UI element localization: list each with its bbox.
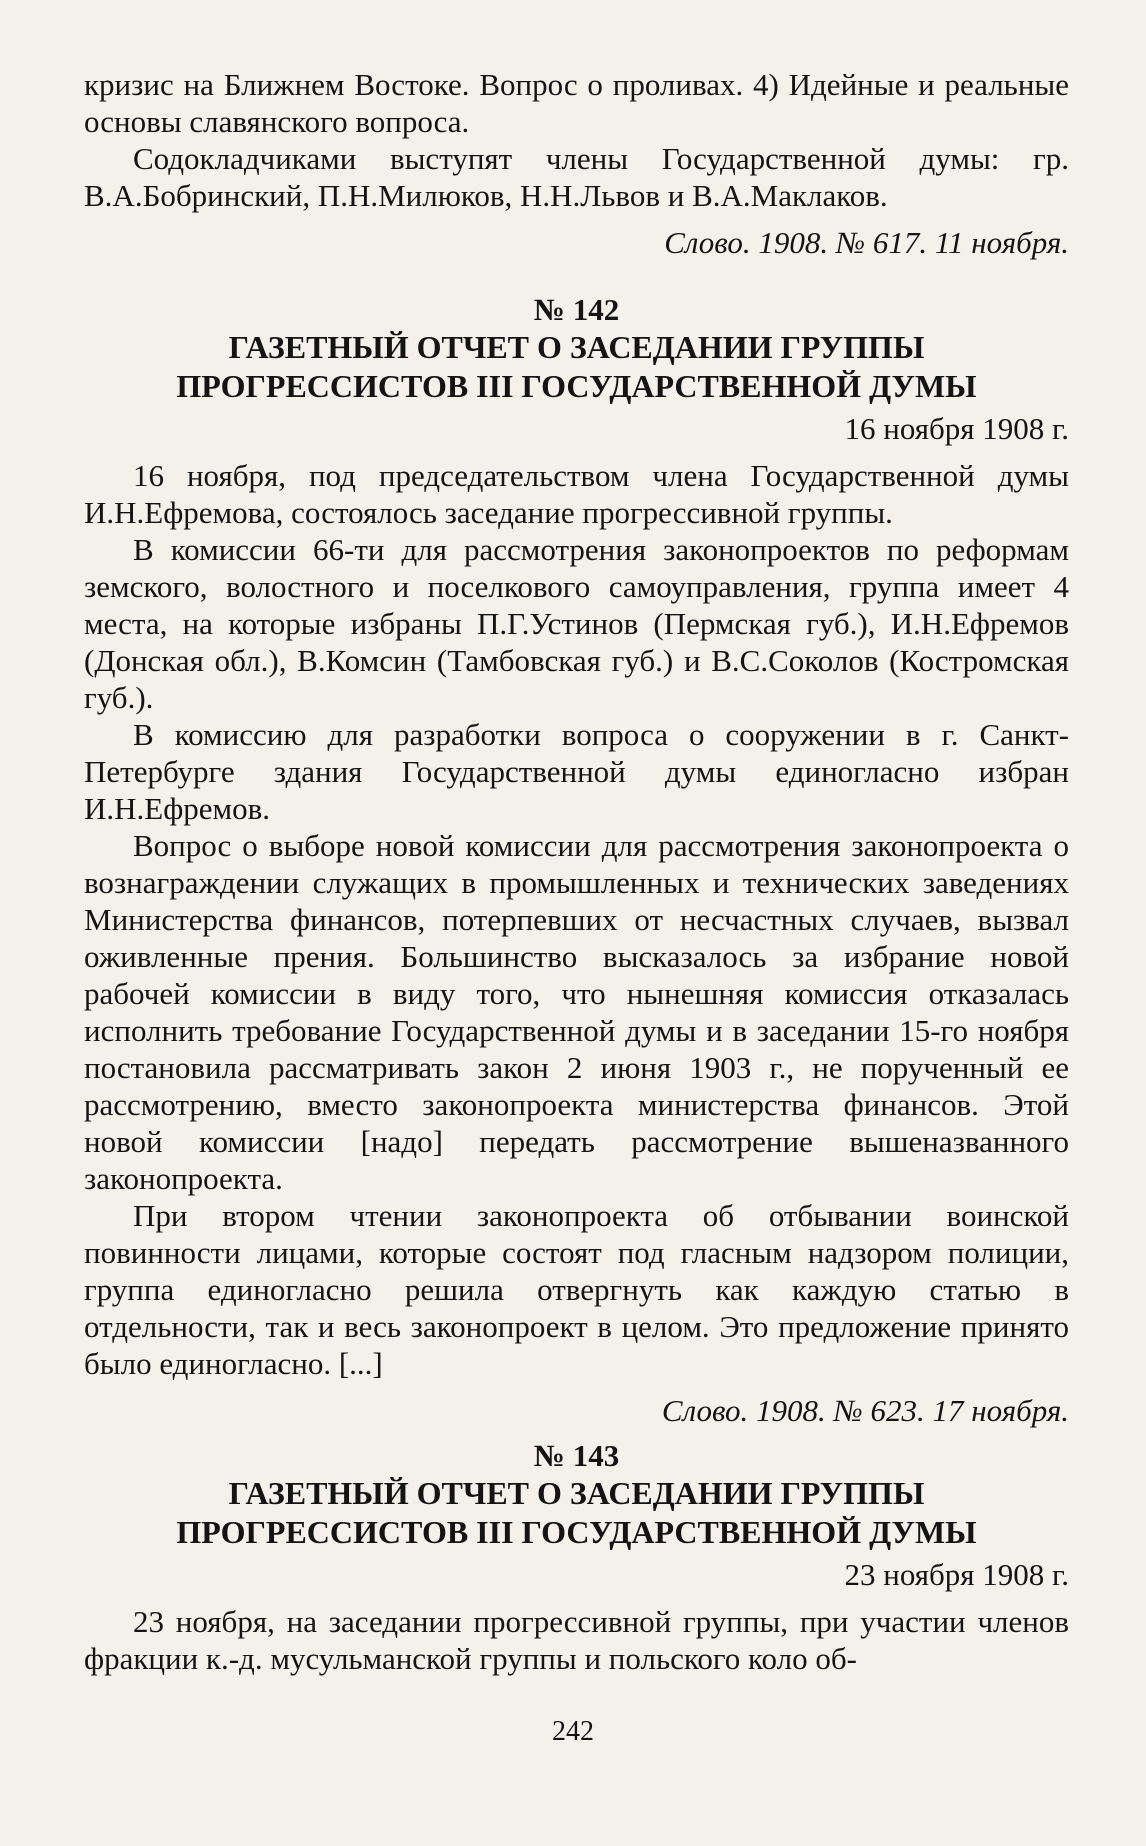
top-paragraph-1: кризис на Ближнем Востоке. Вопрос о проливах. 4) Идейные и реальные основы славянского вопроса. bbox=[84, 67, 1069, 139]
source-citation-1: Слово. 1908. № 617. 11 ноября. bbox=[664, 225, 1069, 260]
document-number-143: № 143 bbox=[533, 1438, 620, 1473]
top-paragraph-2: Содокладчиками выступят члены Государственной думы: гр. В.А.Бобринский, П.Н.Милюков, Н.Н.Львов и В.А.Маклаков. bbox=[84, 141, 1069, 213]
doc142-paragraph-3: В комиссию для разработки вопроса о сооружении в г. Санкт-Петербурге здания Государственной думы единогласно избран И.Н.Ефремов. bbox=[84, 717, 1069, 826]
document-title-143-line-1: ГАЗЕТНЫЙ ОТЧЕТ О ЗАСЕДАНИИ ГРУППЫ bbox=[228, 1475, 925, 1511]
doc142-paragraph-1: 16 ноября, под председательством члена Государственной думы И.Н.Ефремова, состоялось заседание прогрессивной группы. bbox=[84, 458, 1069, 530]
document-title-142-line-1: ГАЗЕТНЫЙ ОТЧЕТ О ЗАСЕДАНИИ ГРУППЫ bbox=[228, 329, 925, 365]
doc142-paragraph-4: Вопрос о выборе новой комиссии для рассмотрения законопроекта о вознаграждении служащих в промышленных и технических заведениях Министерства финансов, потерпевших от несчастных случаев, вызвал оживленные прения. Большинство высказалось за избрание новой рабочей комиссии в виду того, что нынешняя комиссия отказалась исполнить требование Государственной думы и в заседании 15-го ноября постановила рассматривать закон 2 июня 1903 г., не порученный ее рассмотрению, вместо законопроекта министерства финансов. Этой новой комиссии [надо] передать рассмотрение вышеназванного законопроекта. bbox=[84, 828, 1069, 1196]
doc143-paragraph-1: 23 ноября, на заседании прогрессивной группы, при участии членов фракции к.-д. мусульманской группы и польского коло об- bbox=[84, 1604, 1069, 1676]
source-citation-2: Слово. 1908. № 623. 17 ноября. bbox=[661, 1393, 1069, 1428]
document-title-143-line-2: ПРОГРЕССИСТОВ III ГОСУДАРСТВЕННОЙ ДУМЫ bbox=[176, 1514, 977, 1550]
page-number: 242 bbox=[552, 1716, 594, 1747]
doc142-paragraph-2: В комиссии 66-ти для рассмотрения законопроектов по реформам земского, волостного и поселкового самоуправления, группа имеет 4 места, на которые избраны П.Г.Устинов (Пермская губ.), И.Н.Ефремов (Донская обл.), В.Комсин (Тамбовская губ.) и В.С.Соколов (Костромская губ.). bbox=[84, 532, 1069, 715]
doc142-paragraph-5: При втором чтении законопроекта об отбывании воинской повинности лицами, которые состоят под гласным надзором полиции, группа единогласно решила отвергнуть как каждую статью в отдельности, так и весь законопроект в целом. Это предложение принято было единогласно. [...] bbox=[84, 1198, 1069, 1381]
document-title-142-line-2: ПРОГРЕССИСТОВ III ГОСУДАРСТВЕННОЙ ДУМЫ bbox=[176, 368, 977, 404]
document-page bbox=[84, 66, 1069, 1677]
document-number-142: № 142 bbox=[533, 292, 620, 327]
document-date-143: 23 ноября 1908 г. bbox=[844, 1557, 1069, 1592]
document-date-142: 16 ноября 1908 г. bbox=[844, 411, 1069, 446]
